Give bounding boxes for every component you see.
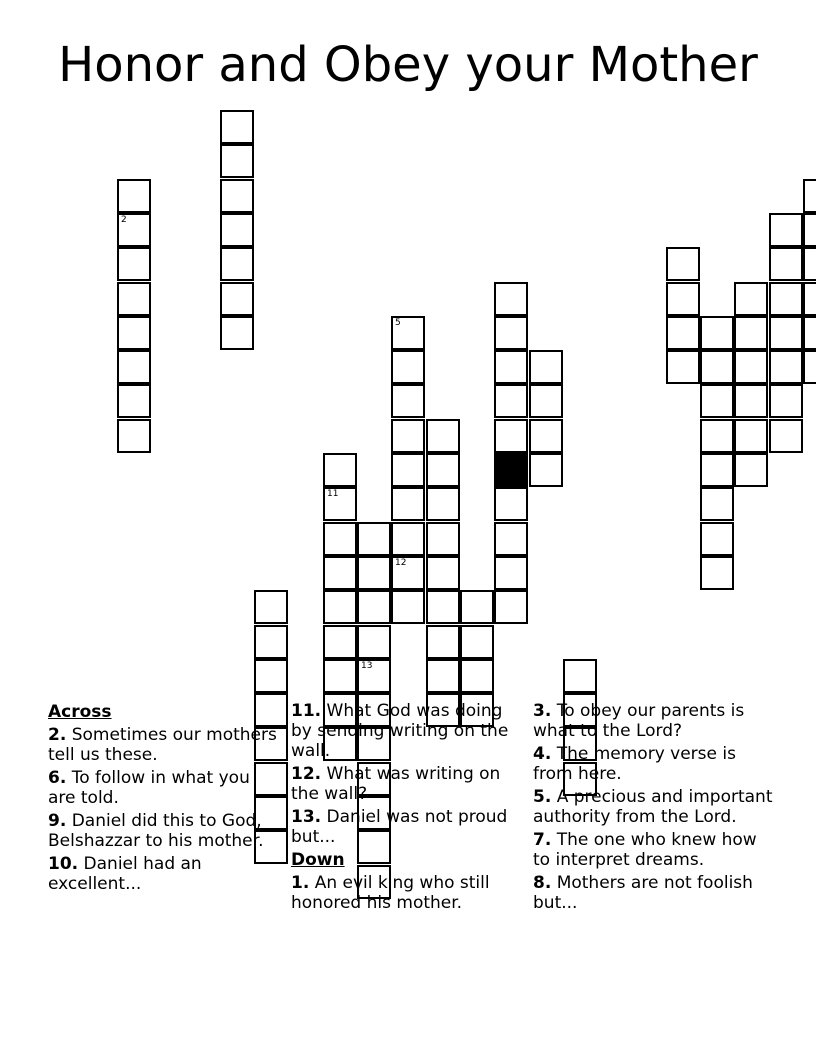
grid-cell[interactable] [700,487,734,521]
grid-cell[interactable] [700,556,734,590]
clue-item-number: 9. [48,811,67,831]
grid-cell[interactable] [769,384,803,418]
clue-item [291,873,527,913]
grid-cell[interactable] [803,350,816,384]
down-clue-list-continued [533,701,773,913]
grid-cell[interactable] [323,590,357,624]
grid-cell[interactable] [494,487,528,521]
grid-cell[interactable] [117,213,151,247]
clue-item-number: 6. [48,768,67,788]
grid-cell[interactable] [391,522,425,556]
grid-cell[interactable] [220,179,254,213]
grid-cell[interactable] [494,384,528,418]
across-clue-list-continued [291,701,527,847]
clue-column-1 [48,701,278,897]
clue-item-number: 7. [533,830,552,850]
grid-cell[interactable] [426,487,460,521]
clue-item-text: Daniel had an excellent... [48,854,202,894]
grid-cell[interactable] [426,625,460,659]
clue-item [291,764,527,804]
blocked-cell [494,453,528,487]
clue-number: 12 [395,558,407,568]
grid-cell[interactable] [734,282,768,316]
grid-cell[interactable] [666,350,700,384]
grid-cell[interactable] [803,316,816,350]
clue-item [48,811,278,851]
grid-cell[interactable] [803,247,816,281]
grid-cell[interactable] [117,316,151,350]
grid-cell[interactable] [117,384,151,418]
grid-cell[interactable] [357,659,391,693]
clue-item-text: Daniel was not proud but... [291,807,508,847]
clue-item-text: The memory verse is from here. [533,744,736,784]
grid-cell[interactable] [391,590,425,624]
clue-item-text: To follow in what you are told. [48,768,250,808]
across-clue-list [48,725,278,894]
clue-item-number: 5. [533,787,552,807]
clue-number: 11 [327,489,339,499]
grid-cell[interactable] [529,350,563,384]
grid-cell[interactable] [563,659,597,693]
clue-item [533,744,773,784]
clue-item-number: 1. [291,873,310,893]
grid-cell[interactable] [357,590,391,624]
grid-cell[interactable] [426,419,460,453]
grid-cell[interactable] [803,179,816,213]
grid-cell[interactable] [494,590,528,624]
grid-cell[interactable] [117,179,151,213]
grid-cell[interactable] [220,316,254,350]
grid-cell[interactable] [426,453,460,487]
clue-item-number: 13. [291,807,322,827]
grid-cell[interactable] [494,350,528,384]
grid-cell[interactable] [323,625,357,659]
grid-cell[interactable] [117,419,151,453]
clue-column-2 [291,701,527,916]
grid-cell[interactable] [494,522,528,556]
grid-cell[interactable] [666,247,700,281]
grid-cell[interactable] [391,384,425,418]
grid-cell[interactable] [700,316,734,350]
grid-cell[interactable] [220,144,254,178]
grid-cell[interactable] [254,659,288,693]
grid-cell[interactable] [700,522,734,556]
clue-item-text: What was writing on the wall? [291,764,501,804]
grid-cell[interactable] [494,556,528,590]
grid-cell[interactable] [529,453,563,487]
clue-item-number: 2. [48,725,67,745]
clue-item [291,701,527,761]
grid-cell[interactable] [700,384,734,418]
grid-cell[interactable] [220,213,254,247]
grid-cell[interactable] [323,556,357,590]
grid-cell[interactable] [769,213,803,247]
grid-cell[interactable] [391,453,425,487]
grid-cell[interactable] [323,522,357,556]
clue-item [291,807,527,847]
grid-cell[interactable] [734,453,768,487]
grid-cell[interactable] [666,282,700,316]
grid-cell[interactable] [357,522,391,556]
clue-item-number: 8. [533,873,552,893]
grid-cell[interactable] [391,556,425,590]
clue-number: 2 [121,215,127,225]
clue-number: 5 [395,318,401,328]
grid-cell[interactable] [391,350,425,384]
grid-cell[interactable] [700,453,734,487]
clue-item-number: 11. [291,701,322,721]
clue-item-number: 3. [533,701,552,721]
grid-cell[interactable] [426,556,460,590]
clue-item-text: The one who knew how to interpret dreams. [533,830,757,870]
clue-item [533,873,773,913]
grid-cell[interactable] [734,350,768,384]
clue-item [533,701,773,741]
grid-cell[interactable] [734,419,768,453]
grid-cell[interactable] [426,522,460,556]
clue-item-text: Daniel did this to God, Belshazzar to his mother. [48,811,264,851]
clue-column-3 [533,701,773,916]
clue-item [533,787,773,827]
grid-cell[interactable] [220,282,254,316]
grid-cell[interactable] [666,316,700,350]
grid-cell[interactable] [323,659,357,693]
grid-cell[interactable] [529,419,563,453]
grid-cell[interactable] [803,282,816,316]
grid-cell[interactable] [391,419,425,453]
grid-cell[interactable] [220,247,254,281]
grid-cell[interactable] [700,350,734,384]
grid-cell[interactable] [323,453,357,487]
puzzle-title: Honor and Obey your Mother [58,37,758,93]
grid-cell[interactable] [357,556,391,590]
grid-cell[interactable] [769,282,803,316]
grid-cell[interactable] [700,419,734,453]
grid-cell[interactable] [117,282,151,316]
grid-cell[interactable] [529,384,563,418]
grid-cell[interactable] [254,590,288,624]
clue-item [48,725,278,765]
grid-cell[interactable] [769,419,803,453]
grid-cell[interactable] [357,625,391,659]
grid-cell[interactable] [117,350,151,384]
grid-cell[interactable] [254,625,288,659]
grid-cell[interactable] [734,384,768,418]
down-clue-list [291,873,527,913]
grid-cell[interactable] [769,350,803,384]
grid-cell[interactable] [460,659,494,693]
clue-item-number: 4. [533,744,552,764]
grid-cell[interactable] [769,247,803,281]
clue-item [533,830,773,870]
grid-cell[interactable] [391,316,425,350]
clue-item-number: 12. [291,764,322,784]
grid-cell[interactable] [391,487,425,521]
grid-cell[interactable] [769,316,803,350]
grid-cell[interactable] [734,316,768,350]
grid-cell[interactable] [494,316,528,350]
down-heading: Down [291,850,345,870]
grid-cell[interactable] [426,659,460,693]
across-heading: Across [48,702,112,722]
grid-cell[interactable] [220,110,254,144]
grid-cell[interactable] [323,487,357,521]
clue-item-text: A precious and important authority from the Lord. [533,787,773,827]
grid-cell[interactable] [803,213,816,247]
grid-cell[interactable] [460,590,494,624]
grid-cell[interactable] [494,282,528,316]
grid-cell[interactable] [426,590,460,624]
clue-item-text: To obey our parents is what to the Lord? [533,701,745,741]
clue-item-text: Mothers are not foolish but... [533,873,753,913]
clue-item [48,854,278,894]
grid-cell[interactable] [117,247,151,281]
grid-cell[interactable] [494,419,528,453]
clue-item-number: 10. [48,854,79,874]
clue-number: 13 [361,661,373,671]
clue-item-text: Sometimes our mothers tell us these. [48,725,277,765]
clue-item [48,768,278,808]
grid-cell[interactable] [460,625,494,659]
clue-item-text: An evil king who still honored his mother. [291,873,490,913]
clue-item-text: What God was doing by sending writing on the wall. [291,701,509,761]
